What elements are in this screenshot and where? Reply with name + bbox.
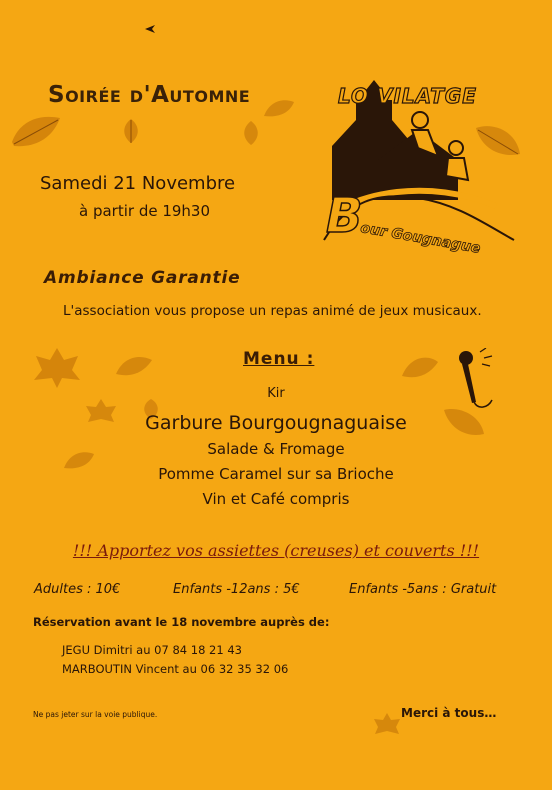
event-date: Samedi 21 Novembre <box>40 173 236 194</box>
association-description: L'association vous propose un repas animé de jeux musicaux. <box>63 303 482 319</box>
logo-top-text: LO VILATGE <box>338 84 477 108</box>
autumn-leaf-icon <box>240 120 262 146</box>
logo-big-letter: B <box>326 188 363 244</box>
event-time: à partir de 19h30 <box>79 202 211 220</box>
event-title: Soirée d'Automne <box>48 82 251 108</box>
contact-line: JEGU Dimitri au 07 84 18 21 43 <box>62 643 242 657</box>
contact-line: MARBOUTIN Vincent au 06 32 35 32 06 <box>62 662 289 676</box>
bring-plates-notice: !!! Apportez vos assiettes (creuses) et couverts !!! <box>72 541 480 560</box>
autumn-leaf-icon <box>120 118 142 144</box>
small-print: Ne pas jeter sur la voie publique. <box>33 710 158 719</box>
microphone-icon <box>452 348 498 414</box>
autumn-leaf-icon <box>32 346 82 390</box>
menu-item: Vin et Café compris <box>202 490 350 508</box>
autumn-leaf-icon <box>144 24 156 34</box>
ambiance-heading: Ambiance Garantie <box>44 268 241 288</box>
menu-item: Pomme Caramel sur sa Brioche <box>158 465 394 483</box>
autumn-leaf-icon <box>114 352 154 380</box>
association-logo <box>318 80 518 260</box>
price-adults: Adultes : 10€ <box>34 582 121 597</box>
menu-item: Salade & Fromage <box>207 440 345 458</box>
price-children-under-5: Enfants -5ans : Gratuit <box>349 582 497 597</box>
autumn-leaf-icon <box>262 96 296 120</box>
menu-item-main-dish: Garbure Bourgougnaguaise <box>145 412 407 434</box>
autumn-leaf-icon <box>372 712 402 738</box>
autumn-leaf-icon <box>10 112 62 152</box>
menu-title: Menu : <box>243 349 315 369</box>
menu-item: Kir <box>267 386 285 401</box>
logo-rest-text: our Gougnague <box>359 220 482 257</box>
thanks-message: Merci à tous… <box>401 706 497 720</box>
reservation-label: Réservation avant le 18 novembre auprès de: <box>33 615 330 629</box>
price-children-under-12: Enfants -12ans : 5€ <box>173 582 300 597</box>
autumn-leaf-icon <box>400 352 440 382</box>
